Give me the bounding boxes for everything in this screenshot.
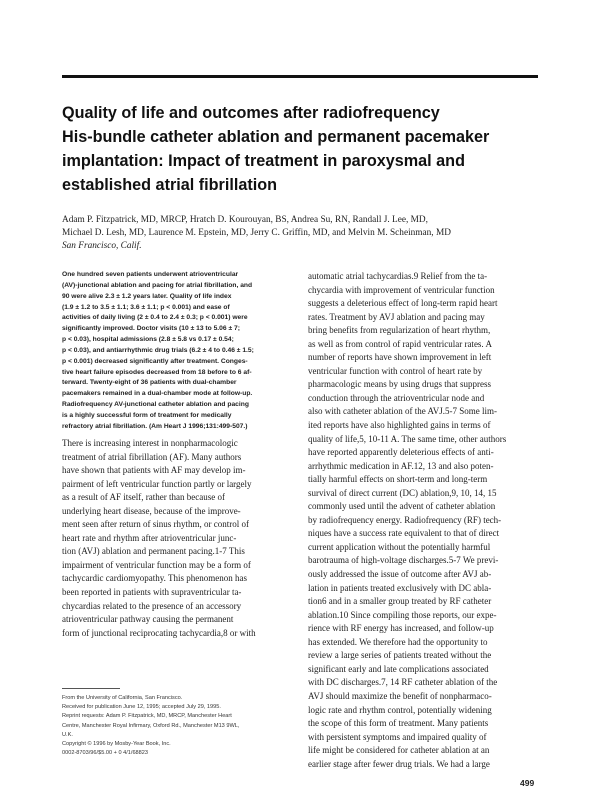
body-line: quality of life,5, 10-11 A. The same time, other authors [308, 433, 507, 444]
footnote-line: U.K. [62, 731, 73, 738]
abstract-line: p < 0.03), and antiarrhythmic drug trials (6.2 ± 4 to 0.46 ± 1.5; [62, 346, 254, 354]
abstract-line: 90 were alive 2.3 ± 1.2 years later. Quality of life index [62, 292, 232, 300]
body-line: survival of direct current (DC) ablation,9, 10, 14, 15 [308, 487, 497, 498]
header-rule [62, 75, 538, 78]
body-line: chycardia with improvement of ventricular function [308, 284, 495, 295]
abstract-line: activities of daily living (2 ± 0.4 to 2.4 ± 0.3; p < 0.001) were [62, 314, 248, 322]
abstract-line: (AV)-junctional ablation and pacing for atrial fibrillation, and [62, 281, 253, 289]
body-line: current application without the potentially harmful [308, 541, 491, 552]
footnote-rule [62, 688, 120, 689]
body-line: with persistent symptoms and impaired quality of [308, 731, 487, 742]
body-line: rience with RF energy has increased, and follow-up [308, 623, 494, 634]
body-line: underlying heart disease, because of the improve- [62, 505, 241, 516]
abstract-line: Radiofrequency AV-junctional catheter ablation and pacing [62, 401, 249, 409]
body-line: barotrauma of high-voltage discharges.5-7 We previ- [308, 555, 499, 566]
body-line: have reported apparently deleterious effects of anti- [308, 447, 494, 458]
body-line: pharmacologic means by using drugs that suppress [308, 379, 491, 390]
abstract-line: pacemakers remained in a dual-chamber mode at follow-up. [62, 390, 253, 398]
abstract-line: refractory atrial fibrillation. (Am Heart J 1996;131:499-507.) [62, 422, 248, 430]
body-line: earlier stage after fewer drug trials. We had a large [308, 758, 490, 769]
body-line: as a result of AF itself, rather than because of [62, 492, 225, 503]
title-line: His-bundle catheter ablation and permanent pacemaker [62, 128, 490, 146]
body-line: heart rate and rhythm after atrioventricular junc- [62, 532, 237, 543]
footnote-line: From the University of California, San Francisco. [62, 695, 183, 701]
author-list [62, 214, 540, 240]
page-number: 499 [520, 778, 535, 788]
body-line: niques have a success rate equivalent to that of direct [308, 528, 500, 539]
footnote-line: Copyright © 1996 by Mosby-Year Book, Inc. [62, 741, 171, 748]
title-line: implantation: Impact of treatment in paroxysmal and [62, 152, 465, 170]
body-line: AVJ should maximize the benefit of nonpharmaco- [308, 690, 492, 701]
body-line: commonly used until the advent of catheter ablation [308, 501, 496, 512]
author-line: Adam P. Fitzpatrick, MD, MRCP, Hratch D. Kourouyan, BS, Andrea Su, RN, Randall J. Lee, MD, [62, 215, 428, 225]
abstract-line: One hundred seven patients underwent atrioventricular [62, 271, 239, 278]
body-line: bring benefits from regularization of heart rhythm, [308, 325, 491, 336]
abstract-line: significantly improved. Doctor visits (10 ± 13 to 5.06 ± 7; [62, 325, 240, 333]
body-column-left [62, 437, 294, 640]
body-line: rates. Treatment by AVJ ablation and pacing may [308, 311, 485, 322]
body-line: with DC discharges.7, 14 RF catheter ablation of the [308, 677, 498, 688]
article-title [62, 101, 542, 197]
footnote-line: Received for publication June 12, 1995; accepted July 29, 1995. [62, 704, 221, 711]
body-line: There is increasing interest in nonpharmacologic [62, 438, 238, 448]
abstract [62, 270, 292, 433]
footnotes [62, 694, 294, 758]
body-line: atrioventricular pathway causing the permanent [62, 614, 234, 625]
author-block [62, 214, 540, 254]
body-line: review a large series of patients treated without the [308, 650, 492, 661]
body-line: by radiofrequency energy. Radiofrequency (RF) tech- [308, 514, 502, 525]
title-line: established atrial fibrillation [62, 176, 277, 194]
body-line: number of reports have shown improvement in left [308, 352, 492, 363]
footnote-line: 0002-8703/96/$5.00 + 0 4/1/68823 [62, 750, 149, 757]
abstract-line: p < 0.03), hospital admissions (2.8 ± 5.8 vs 0.17 ± 0.54; [62, 336, 234, 344]
body-line: form of junctional reciprocating tachycardia,8 or with [62, 627, 256, 638]
body-line: ablation.10 Since compiling those reports, our expe- [308, 609, 497, 620]
body-line: treatment of atrial fibrillation (AF). Many authors [62, 451, 242, 462]
body-column-right [308, 270, 540, 771]
body-line: significant early and late complications associated [308, 663, 489, 674]
body-line: lation in patients treated exclusively with DC abla- [308, 582, 492, 593]
body-line: life might be considered for catheter ablation at an [308, 745, 490, 756]
body-line: tachycardic cardiomyopathy. This phenomenon has [62, 573, 247, 584]
body-line: conduction through the atrioventricular node and [308, 392, 485, 403]
author-line: Michael D. Lesh, MD, Laurence M. Epstein, MD, Jerry C. Griffin, MD, and Melvin M. Scheinman, MD [62, 228, 451, 239]
abstract-line: is a highly successful form of treatment for medically [62, 411, 232, 419]
body-line: ment seen after return of sinus rhythm, or control of [62, 519, 249, 530]
abstract-line: (1.9 ± 1.2 to 3.5 ± 1.1; 3.6 ± 1.1; p < 0.001) and ease of [62, 303, 230, 311]
body-line: been reported in patients with supraventricular ta- [62, 587, 242, 598]
body-line: the scope of this form of treatment. Many patients [308, 718, 489, 729]
body-line: ited reports have also highlighted gains in terms of [308, 420, 491, 431]
abstract-line: tive heart failure episodes decreased from 18 before to 6 af- [62, 368, 252, 376]
footnote-line: Reprint requests: Adam P. Fitzpatrick, MD, MRCP, Manchester Heart [62, 713, 232, 720]
body-line: logic rate and rhythm control, potentially widening [308, 704, 492, 715]
body-line: automatic atrial tachycardias.9 Relief from the ta- [308, 271, 488, 281]
body-line: tion6 and in a smaller group treated by RF catheter [308, 596, 492, 607]
body-line: tially harmful effects on short-term and long-term [308, 474, 488, 485]
body-line: impairment of ventricular function may be a form of [62, 559, 251, 570]
body-line: chycardias related to the presence of an accessory [62, 600, 242, 611]
body-line: ously addressed the issue of outcome after AVJ ab- [308, 569, 492, 580]
body-line: ventricular function with control of heart rate by [308, 365, 483, 376]
body-line: suggests a deleterious effect of long-term rapid heart [308, 298, 498, 309]
body-line: pairment of left ventricular function partly or largely [62, 478, 252, 489]
body-line: has extended. We therefore had the opportunity to [308, 636, 488, 647]
author-location: San Francisco, Calif. [62, 241, 142, 252]
footnote-line: Centre, Manchester Royal Infirmary, Oxford Rd., Manchester M13 9WL, [62, 722, 240, 729]
body-line: have shown that patients with AF may develop im- [62, 465, 246, 476]
title-line: Quality of life and outcomes after radiofrequency [62, 104, 440, 122]
body-line: arrhythmic medication in AF.12, 13 and also poten- [308, 460, 494, 471]
abstract-line: terward. Twenty-eight of 36 patients with dual-chamber [62, 379, 237, 387]
body-line: also with catheter ablation of the AVJ.5-7 Some lim- [308, 406, 498, 417]
body-line: as well as from control of rapid ventricular rates. A [308, 338, 492, 349]
abstract-line: p < 0.001) decreased significantly after treatment. Conges- [62, 357, 248, 365]
body-line: tion (AVJ) ablation and permanent pacing.1-7 This [62, 546, 245, 557]
